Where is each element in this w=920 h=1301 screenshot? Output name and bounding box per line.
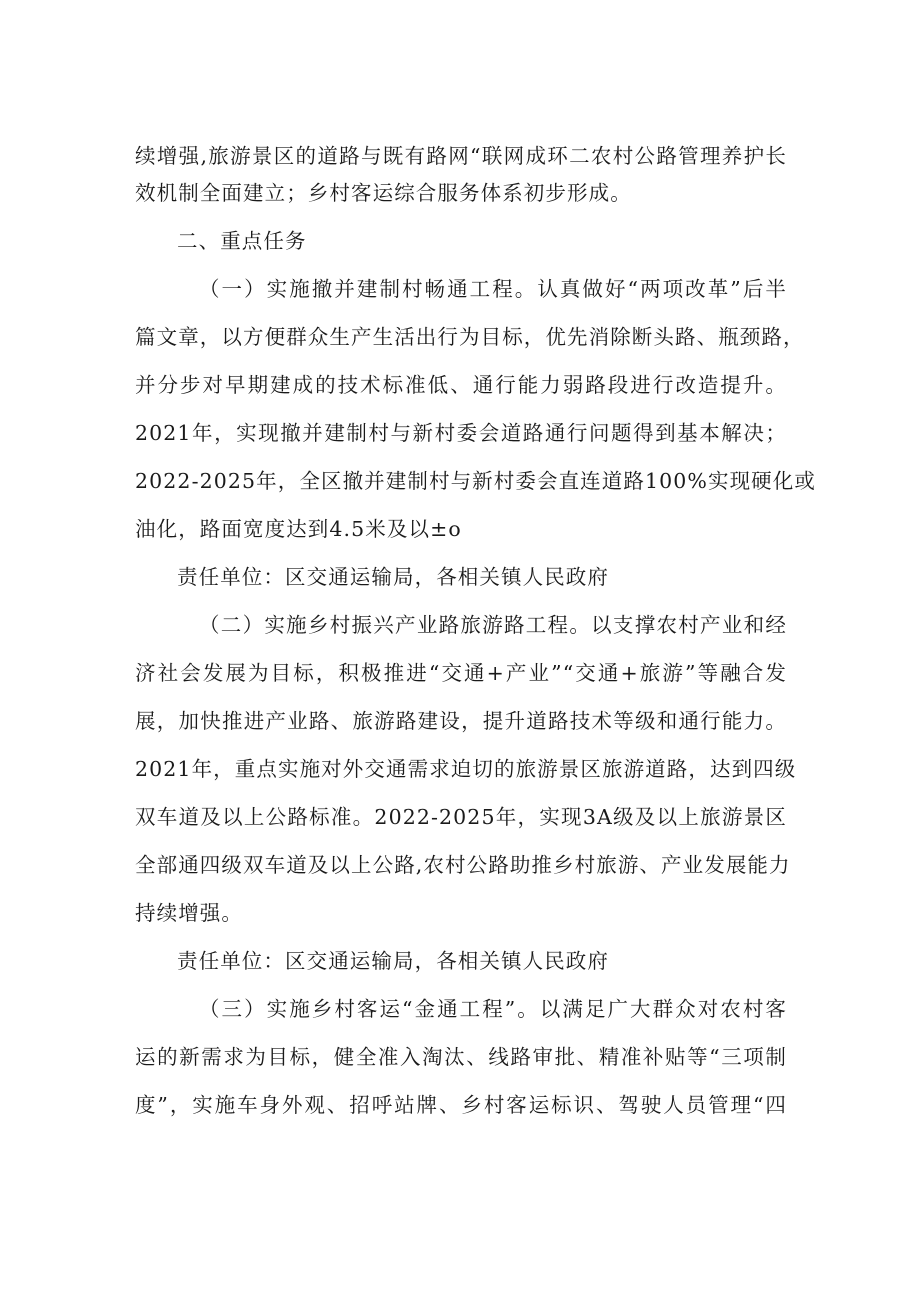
paragraph-line: 展，加快推进产业路、旅游路建设，提升道路技术等级和通行能力。 [135,709,787,733]
paragraph-line: 全部通四级双车道及以上公路,农村公路助推乡村旅游、产业发展能力 [135,853,791,877]
paragraph-line: 度”，实施车身外观、招呼站牌、乡村客运标识、驾驶人员管理“四 [135,1093,787,1117]
paragraph-line: 2021年，实现撤并建制村与新村委会道路通行问题得到基本解决； [135,421,787,445]
paragraph-line: 济社会发展为目标，积极推进“交通+产业”“交通+旅游”等融合发 [135,661,787,685]
subsection-heading-line: （三）实施乡村客运“金通工程”。以满足广大群众对农村客 [199,997,787,1021]
paragraph-line: 篇文章，以方便群众生产生活出行为目标，优先消除断头路、瓶颈路， [135,325,805,349]
responsible-unit-line: 责任单位：区交通运输局，各相关镇人民政府 [177,949,609,973]
paragraph-line: 2021年，重点实施对外交通需求迫切的旅游景区旅游道路，达到四级 [135,757,797,781]
paragraph-line: 油化，路面宽度达到4.5米及以±o [135,517,462,541]
paragraph-line: 2022-2025年，全区撤并建制村与新村委会直连道路100%实现硬化或 [135,469,816,493]
paragraph-line: 效机制全面建立；乡村客运综合服务体系初步形成。 [135,181,632,205]
paragraph-line: 并分步对早期建成的技术标准低、通行能力弱路段进行改造提升。 [135,373,787,397]
responsible-unit-line: 责任单位：区交通运输局，各相关镇人民政府 [177,565,609,589]
subsection-heading-line: （二）实施乡村振兴产业路旅游路工程。以支撑农村产业和经 [199,613,787,637]
paragraph-line: 双车道及以上公路标准。2022-2025年，实现3A级及以上旅游景区 [135,805,787,829]
section-heading: 二、重点任务 [177,229,307,253]
paragraph-line: 运的新需求为目标，健全准入淘汰、线路审批、精准补贴等“三项制 [135,1045,787,1069]
paragraph-line: 持续增强。 [135,901,243,925]
subsection-heading-line: （一）实施撤并建制村畅通工程。认真做好“两项改革”后半 [199,277,787,301]
paragraph-line: 续增强,旅游景区的道路与既有路网“联网成环二农村公路管理养护长 [135,144,787,168]
